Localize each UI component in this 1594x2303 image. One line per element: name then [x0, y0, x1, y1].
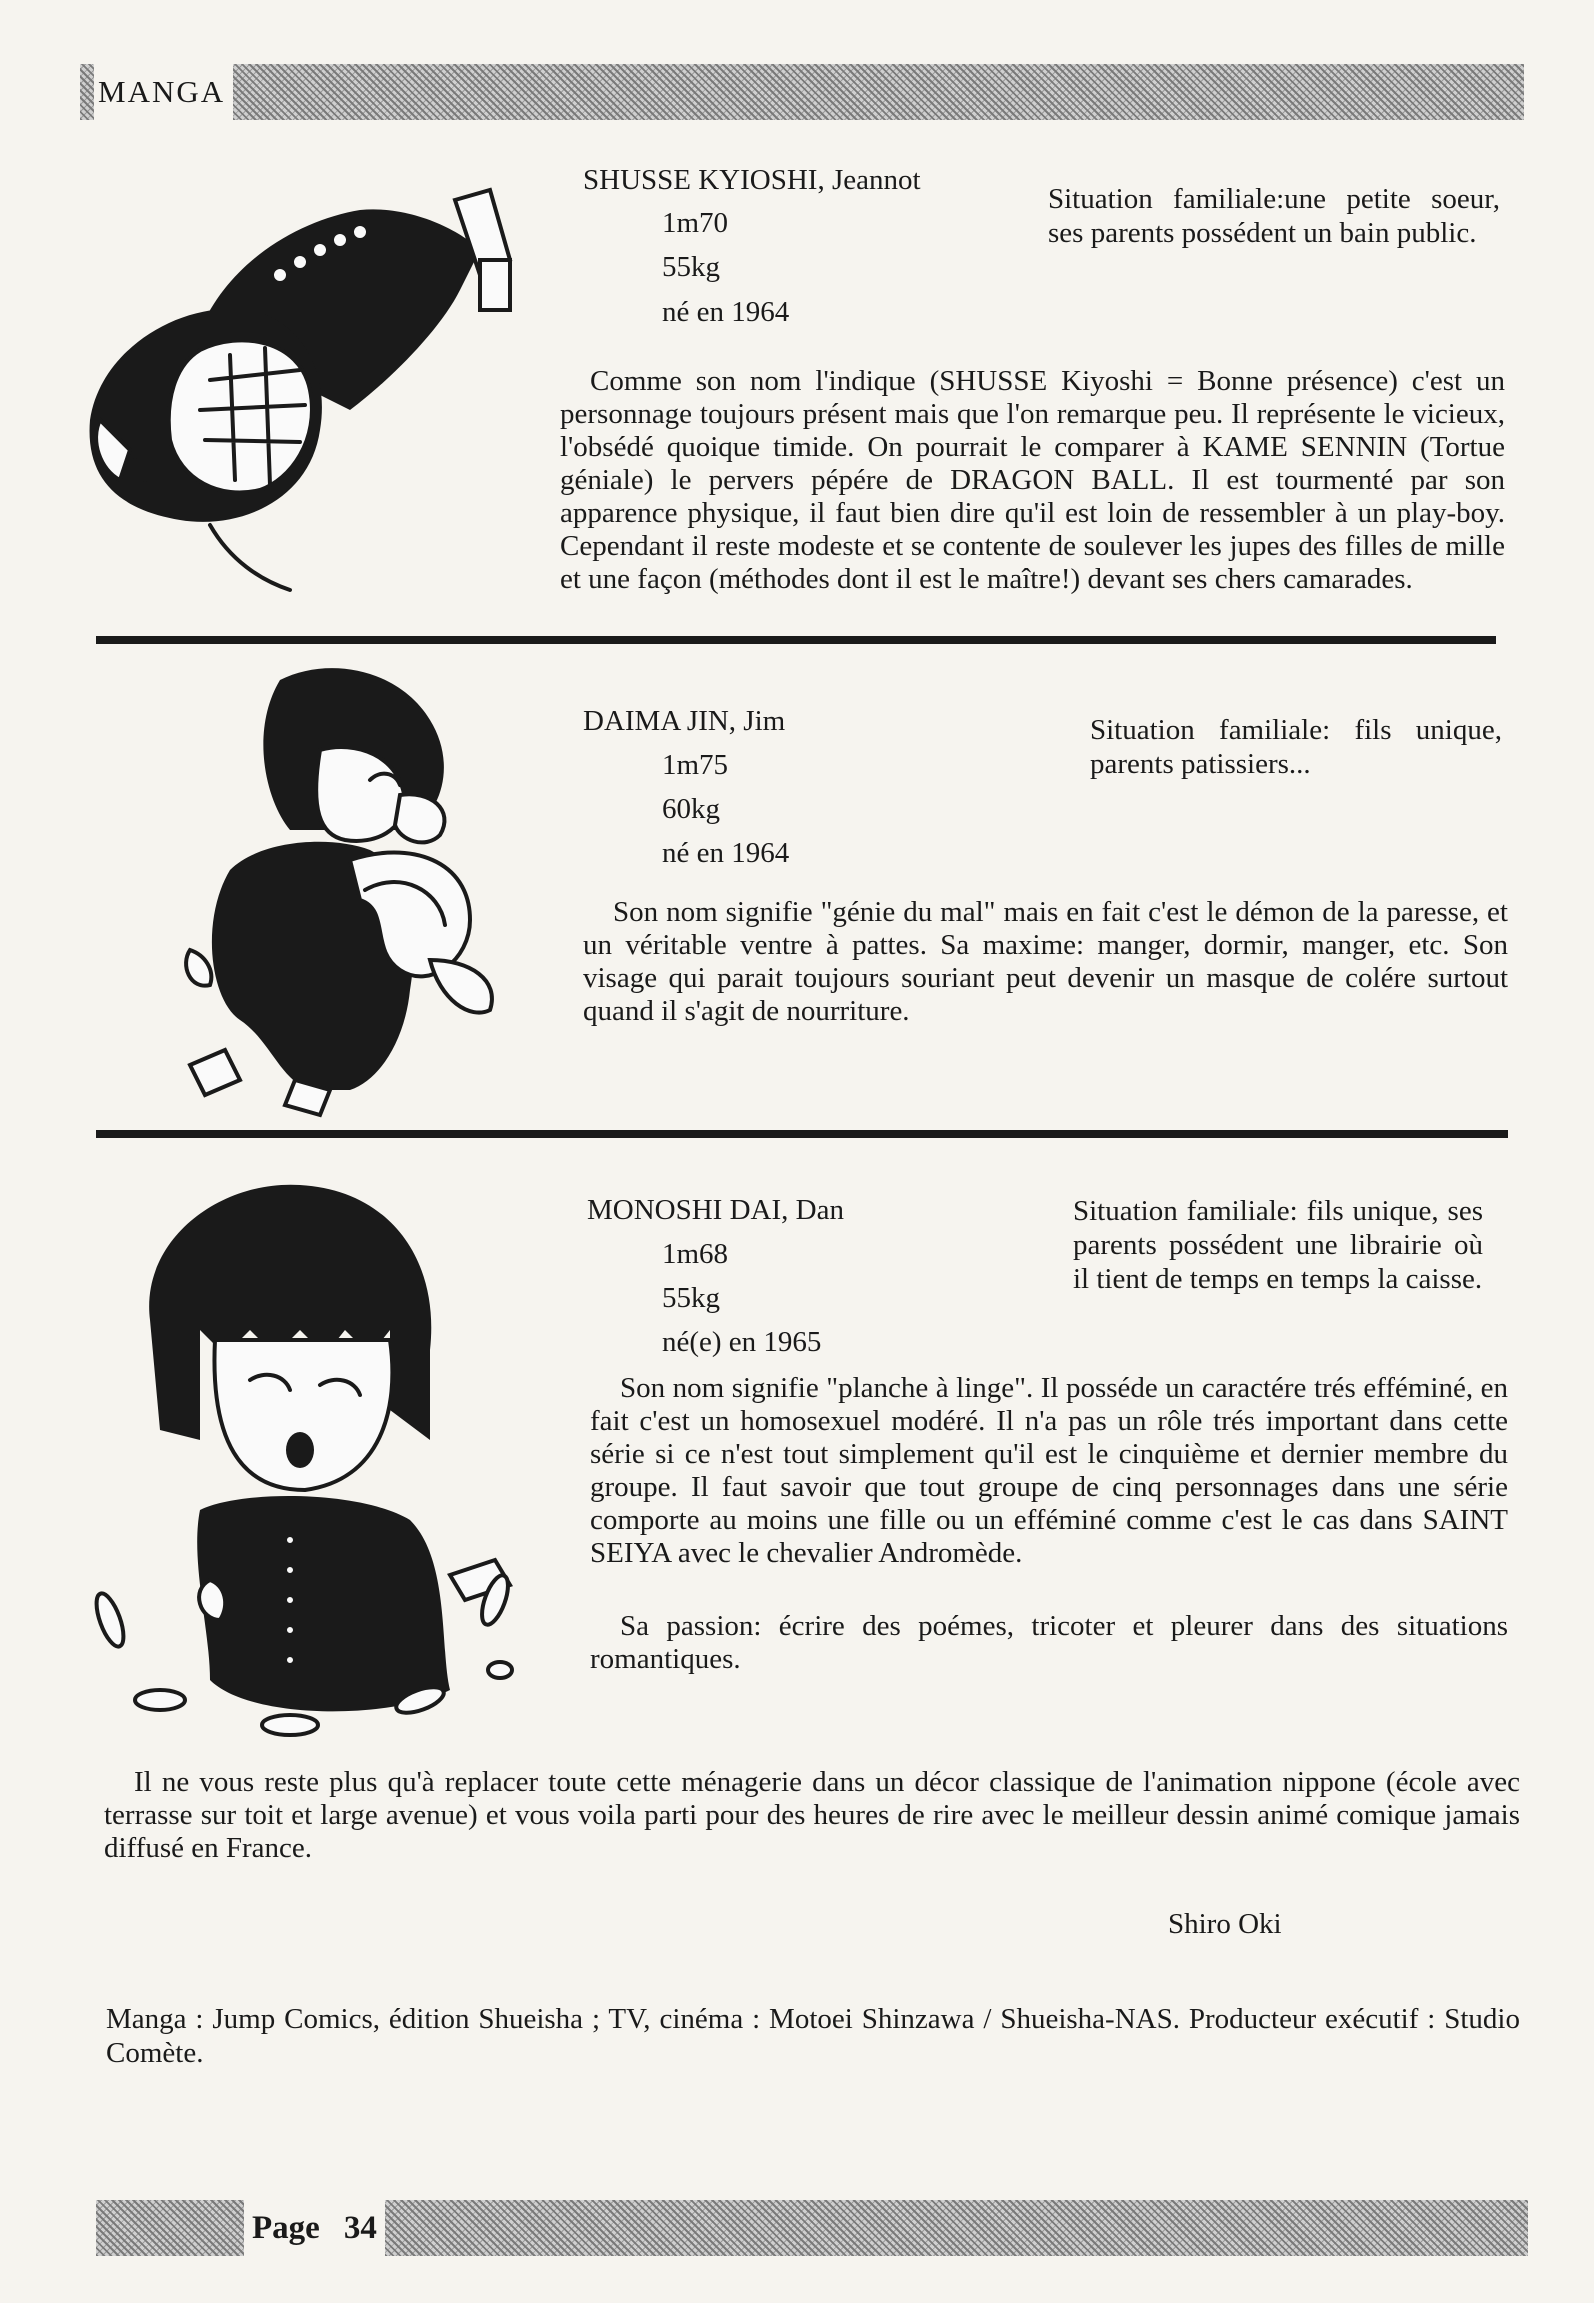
- character-weight: 60kg: [662, 793, 720, 825]
- section-title: MANGA: [94, 65, 233, 119]
- author-signature: Shiro Oki: [1168, 1908, 1282, 1940]
- character-weight: 55kg: [662, 1282, 720, 1314]
- character-birth-year: né(e) en 1965: [662, 1326, 822, 1358]
- page-label: Page: [244, 2200, 328, 2256]
- character-family: Situation familiale: fils unique, parents patissiers...: [1090, 714, 1502, 780]
- character-description: Son nom signifie "planche à linge". Il posséde un caractére trés efféminé, en fait c'est un homosexuel modéré. Il n'a pas un rôle trés important dans cette série si ce n'est tout simplement qu'il est le cinquième et dernier membre du groupe. Il faut savoir que tout groupe de cinq personnages dans une série comporte au moins une fille ou un efféminé comme c'est le cas dans SAINT SEIYA avec le chevalier Andromède.: [590, 1372, 1508, 1569]
- illustration-shusse-kiyoshi: [60, 180, 520, 600]
- footer-bar: [96, 2200, 1528, 2256]
- character-family: Situation familiale: fils unique, ses parents possédent une librairie où il tient de temps en temps la caisse.: [1073, 1195, 1483, 1295]
- footer-dither-left: [96, 2200, 244, 2256]
- header-dither: [233, 64, 1524, 120]
- character-weight: 55kg: [662, 251, 720, 283]
- character-height: 1m75: [662, 749, 729, 781]
- character-description: Comme son nom l'indique (SHUSSE Kiyoshi = Bonne présence) c'est un personnage toujours présent mais que l'on remarque peu. Il représente le vicieux, l'obsédé quoique timide. On pourrait le comparer à KAME SENNIN (Tortue géniale) le pervers pépére de DRAGON BALL. Il est tourmenté par son apparence physique, il faut bien dire qu'il est loin de ressembler à un play-boy. Cependant il reste modeste et se contente de soulever les jupes des filles de mille et une façon (méthodes dont il est le maître!) devant ses chers camarades.: [560, 365, 1505, 595]
- conclusion-paragraph: Il ne vous reste plus qu'à replacer toute cette ménagerie dans un décor classique de l'animation nippone (école avec terrasse sur toit et large avenue) et vous voila parti pour des heures de rire avec le meilleur dessin animé comique jamais diffusé en France.: [104, 1766, 1520, 1864]
- illustration-daima-jin: [170, 660, 520, 1120]
- header-bar-left: [80, 64, 94, 120]
- character-passion: Sa passion: écrire des poémes, tricoter et pleurer dans des situations romantiques.: [590, 1610, 1508, 1675]
- illustration-monoshi-dai: [90, 1180, 570, 1740]
- character-family: Situation familiale:une petite soeur, ses parents possédent un bain public.: [1048, 183, 1500, 249]
- section-divider: [96, 636, 1496, 644]
- section-divider: [96, 1130, 1508, 1138]
- character-height: 1m68: [662, 1238, 729, 1270]
- header-bar: [94, 64, 1524, 120]
- character-name: DAIMA JIN, Jim: [583, 705, 786, 737]
- character-name: MONOSHI DAI, Dan: [587, 1194, 844, 1226]
- character-description: Son nom signifie "génie du mal" mais en fait c'est le démon de la paresse, et un véritable ventre à pattes. Sa maxime: manger, dormir, manger, etc. Son visage qui parait toujours souriant peut devenir un masque de colére surtout quand il s'agit de nourriture.: [583, 896, 1508, 1027]
- character-name: SHUSSE KYIOSHI, Jeannot: [583, 164, 921, 196]
- page-number: 34: [328, 2200, 385, 2256]
- character-birth-year: né en 1964: [662, 296, 790, 328]
- footer-dither-right: [385, 2200, 1528, 2256]
- character-height: 1m70: [662, 207, 729, 239]
- credits: Manga : Jump Comics, édition Shueisha ; TV, cinéma : Motoei Shinzawa / Shueisha-NAS. Producteur exécutif : Studio Comète.: [106, 2003, 1520, 2069]
- character-birth-year: né en 1964: [662, 837, 790, 869]
